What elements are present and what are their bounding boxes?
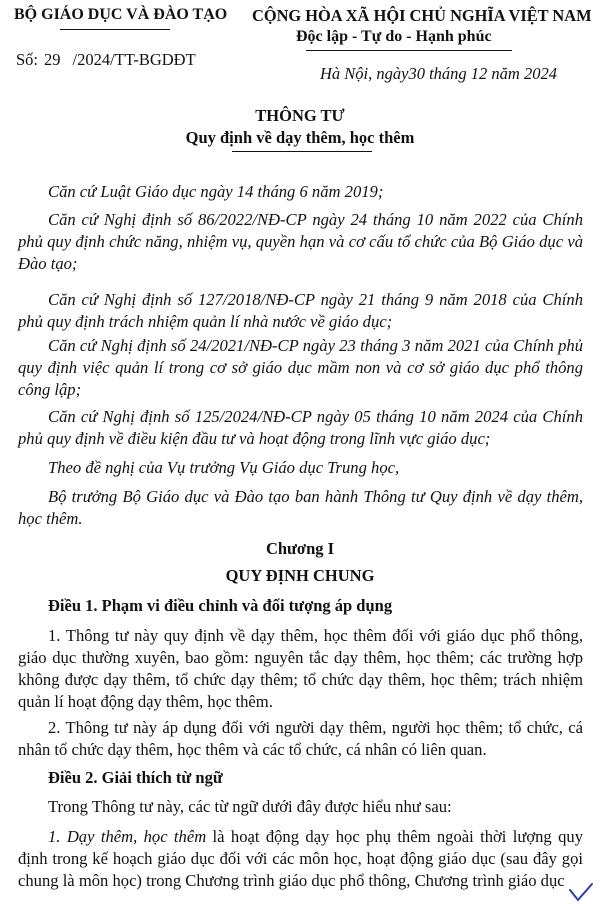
article-2-intro: Trong Thông tư này, các từ ngữ dưới đây được hiểu như sau: [48, 797, 452, 816]
chapter-number: Chương I [265, 539, 335, 558]
doc-number-value: 29 [44, 50, 61, 69]
document-type: THÔNG TƯ [255, 106, 345, 125]
preamble-2: Căn cứ Nghị định số 86/2022/NĐ-CP ngày 24 tháng 10 năm 2022 của Chính phủ quy định chức năng, nhiệm vụ, quyền hạn và cơ cấu tổ chức của Bộ Giáo dục và Đào tạo; [18, 210, 583, 273]
document-subject: Quy định về dạy thêm, học thêm [185, 128, 415, 147]
article-2-term-1 [18, 826, 583, 892]
article-1-clause-1: 1. Thông tư này quy định về dạy thêm, học thêm đối với giáo dục phổ thông, giáo dục thường xuyên, bao gồm: nguyên tắc dạy thêm, học thêm; các trường hợp không được dạy thêm, tổ chức dạy thêm; tổ chức dạy thêm, học thêm; trách nhiệm quản lí hoạt động dạy thêm, học thêm. [18, 626, 583, 711]
term-1-definition: là hoạt động dạy học phụ thêm ngoài thời lượng quy định trong kế hoạch giáo dục đối với các môn học, hoạt động giáo dục (sau đây gọi chung là môn học) trong Chương trình giáo dục phổ thông, Chương trình giáo dục [18, 827, 583, 890]
preamble-6: Theo đề nghị của Vụ trưởng Vụ Giáo dục Trung học, [48, 458, 400, 477]
national-motto: Độc lập - Tự do - Hạnh phúc [296, 28, 492, 45]
pen-mark-icon [566, 880, 596, 906]
country-name: CỘNG HÒA XÃ HỘI CHỦ NGHĨA VIỆT NAM [252, 6, 592, 25]
term-1-label: 1. Dạy thêm, học thêm [48, 827, 207, 846]
ministry-underline [60, 29, 170, 30]
preamble-5: Căn cứ Nghị định số 125/2024/NĐ-CP ngày 05 tháng 10 năm 2024 của Chính phủ quy định về điều kiện đầu tư và hoạt động trong lĩnh vực giáo dục; [18, 407, 583, 448]
title-underline [232, 151, 372, 152]
doc-number-suffix: /2024/TT-BGDĐT [72, 50, 196, 69]
preamble-1: Căn cứ Luật Giáo dục ngày 14 tháng 6 năm 2019; [48, 182, 384, 201]
motto-underline [306, 50, 512, 51]
doc-number-label: Số: [16, 50, 39, 69]
preamble-3: Căn cứ Nghị định số 127/2018/NĐ-CP ngày 21 tháng 9 năm 2018 của Chính phủ quy định trách nhiệm quản lí nhà nước về giáo dục; [18, 290, 583, 331]
chapter-name: QUY ĐỊNH CHUNG [225, 566, 375, 585]
article-1-heading: Điều 1. Phạm vi điều chỉnh và đối tượng áp dụng [48, 596, 393, 615]
ministry-name: BỘ GIÁO DỤC VÀ ĐÀO TẠO [14, 6, 228, 23]
article-2-heading: Điều 2. Giải thích từ ngữ [48, 768, 223, 787]
document-number [16, 50, 196, 70]
place-date: Hà Nội, ngày30 tháng 12 năm 2024 [320, 64, 557, 83]
article-1-clause-2: 2. Thông tư này áp dụng đối với người dạy thêm, người học thêm; tổ chức, cá nhân tổ chức dạy thêm, học thêm và các tổ chức, cá nhân có liên quan. [18, 718, 583, 759]
preamble-7: Bộ trưởng Bộ Giáo dục và Đào tạo ban hành Thông tư Quy định về dạy thêm, học thêm. [18, 487, 583, 528]
preamble-4: Căn cứ Nghị định số 24/2021/NĐ-CP ngày 23 tháng 3 năm 2021 của Chính phủ quy định việc quản lí trong cơ sở giáo dục mầm non và cơ sở giáo dục phổ thông công lập; [18, 336, 583, 399]
